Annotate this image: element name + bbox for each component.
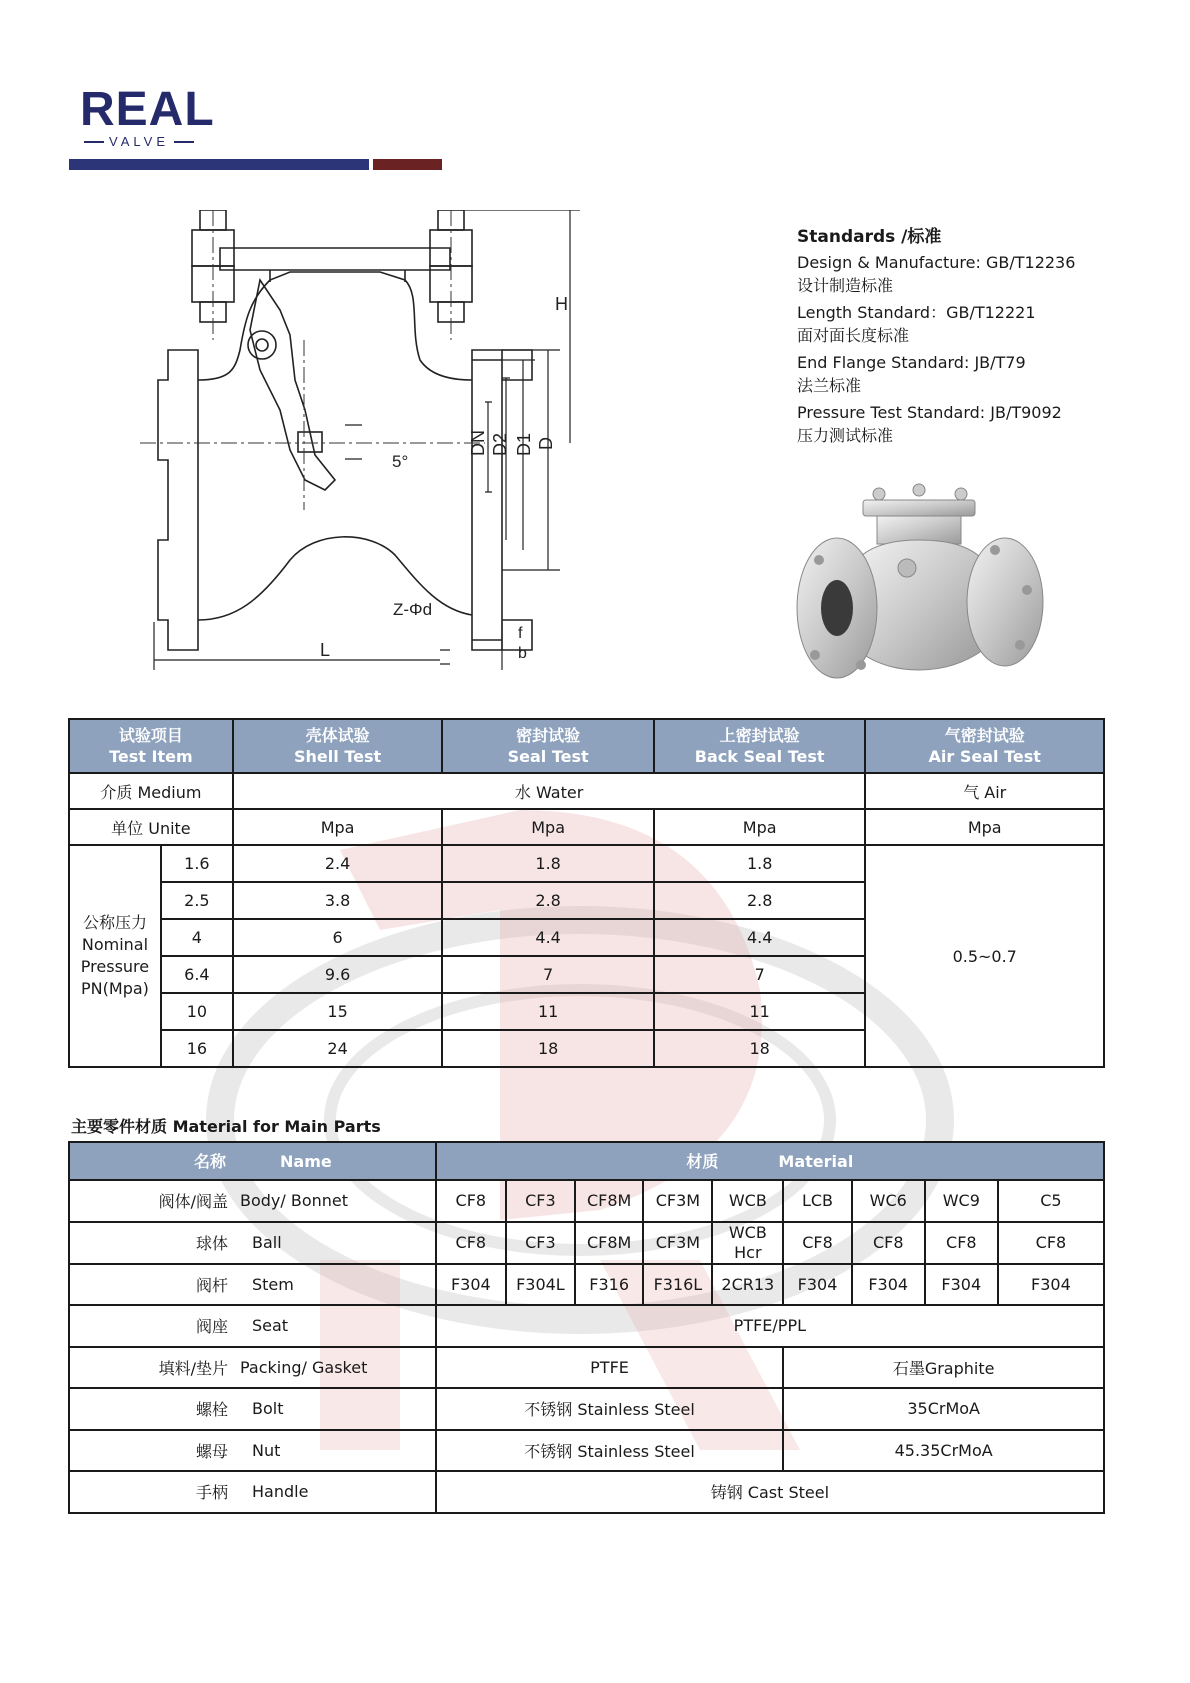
back-seal-value: 11 (654, 993, 866, 1030)
shell-value: 3.8 (233, 882, 443, 919)
header-back-seal-test: 上密封试验 Back Seal Test (654, 719, 866, 773)
dim-H: H (555, 294, 568, 314)
header-bar-red (373, 159, 442, 170)
material-cell: CF8M (575, 1222, 644, 1264)
material-cell: F304 (925, 1264, 998, 1306)
pn-value: 10 (161, 993, 233, 1030)
standard-item: End Flange Standard: JB/T79 (797, 353, 1026, 372)
shell-value: 2.4 (233, 845, 443, 882)
table-row (69, 845, 1104, 882)
header-bar-blue (69, 159, 369, 170)
dim-D: D (536, 437, 556, 450)
material-cell: 不锈钢 Stainless Steel (436, 1388, 784, 1430)
seal-value: 1.8 (442, 845, 654, 882)
material-cell: 2CR13 (712, 1264, 783, 1306)
dim-bolts: Z-Φd (393, 600, 433, 619)
brand-logo (80, 83, 215, 149)
material-cell: CF8 (436, 1180, 506, 1222)
medium-label: 介质 Medium (69, 773, 233, 809)
material-cell: 铸钢 Cast Steel (436, 1471, 1104, 1513)
shell-value: 15 (233, 993, 443, 1030)
back-seal-value: 7 (654, 956, 866, 993)
material-cell: CF8M (575, 1180, 644, 1222)
logo-word: REAL (80, 83, 215, 136)
material-cell: F316L (643, 1264, 712, 1306)
unit-label: 单位 Unite (69, 809, 233, 845)
header-air-seal-test: 气密封试验 Air Seal Test (865, 719, 1104, 773)
table-row (69, 1222, 1104, 1264)
dim-DN: DN (468, 430, 488, 456)
header-seal-test: 密封试验 Seal Test (442, 719, 654, 773)
material-cell: 石墨Graphite (783, 1347, 1104, 1389)
material-cell: F304L (506, 1264, 575, 1306)
standard-item: Design & Manufacture: GB/T12236 (797, 253, 1076, 272)
part-name: 手柄 Handle (69, 1471, 436, 1513)
material-cell: CF8 (436, 1222, 506, 1264)
dim-angle: 5° (392, 452, 409, 471)
material-cell: WCB Hcr (712, 1222, 783, 1264)
part-name: 球体 Ball (69, 1222, 436, 1264)
seal-value: 4.4 (442, 919, 654, 956)
part-name: 阀杆 Stem (69, 1264, 436, 1306)
pn-value: 2.5 (161, 882, 233, 919)
shell-value: 6 (233, 919, 443, 956)
medium-water: 水 Water (233, 773, 866, 809)
materials-title: 主要零件材质 Material for Main Parts (71, 1117, 381, 1136)
logo-sub-text: VALVE (109, 134, 169, 149)
material-cell: F304 (436, 1264, 506, 1306)
table-row (69, 1388, 1104, 1430)
header-shell-test: 壳体试验 Shell Test (233, 719, 443, 773)
table-row (69, 1305, 1104, 1347)
table-row (69, 1347, 1104, 1389)
material-cell: CF3M (643, 1222, 712, 1264)
unit-cell: Mpa (233, 809, 443, 845)
shell-value: 9.6 (233, 956, 443, 993)
pn-value: 1.6 (161, 845, 233, 882)
material-cell: CF3M (643, 1180, 712, 1222)
standards-block (797, 226, 1127, 447)
seal-value: 2.8 (442, 882, 654, 919)
pn-value: 6.4 (161, 956, 233, 993)
seal-value: 7 (442, 956, 654, 993)
material-cell: WCB (712, 1180, 783, 1222)
material-cell: C5 (998, 1180, 1104, 1222)
table-row (69, 1180, 1104, 1222)
material-cell: CF8 (852, 1222, 925, 1264)
back-seal-value: 1.8 (654, 845, 866, 882)
material-cell: F316 (575, 1264, 644, 1306)
header-test-item: 试验项目 Test Item (69, 719, 233, 773)
air-seal-value: 0.5~0.7 (865, 845, 1104, 1067)
unit-cell: Mpa (442, 809, 654, 845)
standard-item: Pressure Test Standard: JB/T9092 (797, 403, 1062, 422)
table-row (69, 809, 1104, 845)
standard-item-zh: 法兰标准 (797, 376, 862, 395)
material-cell: CF8 (925, 1222, 998, 1264)
back-seal-value: 18 (654, 1030, 866, 1067)
logo-subtitle (84, 134, 210, 149)
pn-value: 4 (161, 919, 233, 956)
shell-value: 24 (233, 1030, 443, 1067)
part-name: 填料/垫片 Packing/ Gasket (69, 1347, 436, 1389)
dim-D1: D1 (514, 432, 534, 456)
table-row (69, 773, 1104, 809)
valve-photo (795, 480, 1045, 700)
header-name: 名称 Name (69, 1142, 436, 1180)
back-seal-value: 4.4 (654, 919, 866, 956)
material-cell: F304 (783, 1264, 851, 1306)
nominal-pressure-label: 公称压力 Nominal Pressure PN(Mpa) (69, 845, 161, 1067)
material-cell: LCB (783, 1180, 851, 1222)
material-cell: PTFE (436, 1347, 784, 1389)
materials-table (68, 1141, 1105, 1514)
seal-value: 18 (442, 1030, 654, 1067)
header-material: 材质 Material (436, 1142, 1104, 1180)
material-cell: CF3 (506, 1222, 575, 1264)
part-name: 阀座 Seat (69, 1305, 436, 1347)
material-cell: CF8 (783, 1222, 851, 1264)
back-seal-value: 2.8 (654, 882, 866, 919)
material-cell: WC9 (925, 1180, 998, 1222)
material-cell: CF8 (998, 1222, 1104, 1264)
standard-item-zh: 面对面长度标准 (797, 326, 910, 345)
material-cell: PTFE/PPL (436, 1305, 1104, 1347)
unit-cell: Mpa (865, 809, 1104, 845)
valve-drawing (140, 210, 640, 680)
material-cell: F304 (852, 1264, 925, 1306)
material-cell: 45.35CrMoA (783, 1430, 1104, 1472)
part-name: 螺栓 Bolt (69, 1388, 436, 1430)
seal-value: 11 (442, 993, 654, 1030)
dim-b: b (518, 645, 527, 662)
standards-title: Standards /标准 (797, 227, 942, 247)
table-row (69, 1430, 1104, 1472)
material-cell: 35CrMoA (783, 1388, 1104, 1430)
table-row (69, 1471, 1104, 1513)
table-header-row (69, 1142, 1104, 1180)
dim-f: f (518, 625, 523, 642)
material-cell: 不锈钢 Stainless Steel (436, 1430, 784, 1472)
material-cell: CF3 (506, 1180, 575, 1222)
part-name: 阀体/阀盖 Body/ Bonnet (69, 1180, 436, 1222)
pn-value: 16 (161, 1030, 233, 1067)
table-header-row (69, 719, 1104, 773)
part-name: 螺母 Nut (69, 1430, 436, 1472)
medium-air: 气 Air (865, 773, 1104, 809)
material-cell: F304 (998, 1264, 1104, 1306)
standard-item-zh: 压力测试标准 (797, 426, 894, 445)
pressure-test-table (68, 718, 1105, 1068)
standard-item-zh: 设计制造标准 (797, 276, 894, 295)
unit-cell: Mpa (654, 809, 866, 845)
standard-item: Length Standard：GB/T12221 (797, 303, 1036, 322)
table-row (69, 1264, 1104, 1306)
dim-L: L (320, 640, 331, 660)
dim-D2: D2 (490, 432, 510, 456)
material-cell: WC6 (852, 1180, 925, 1222)
